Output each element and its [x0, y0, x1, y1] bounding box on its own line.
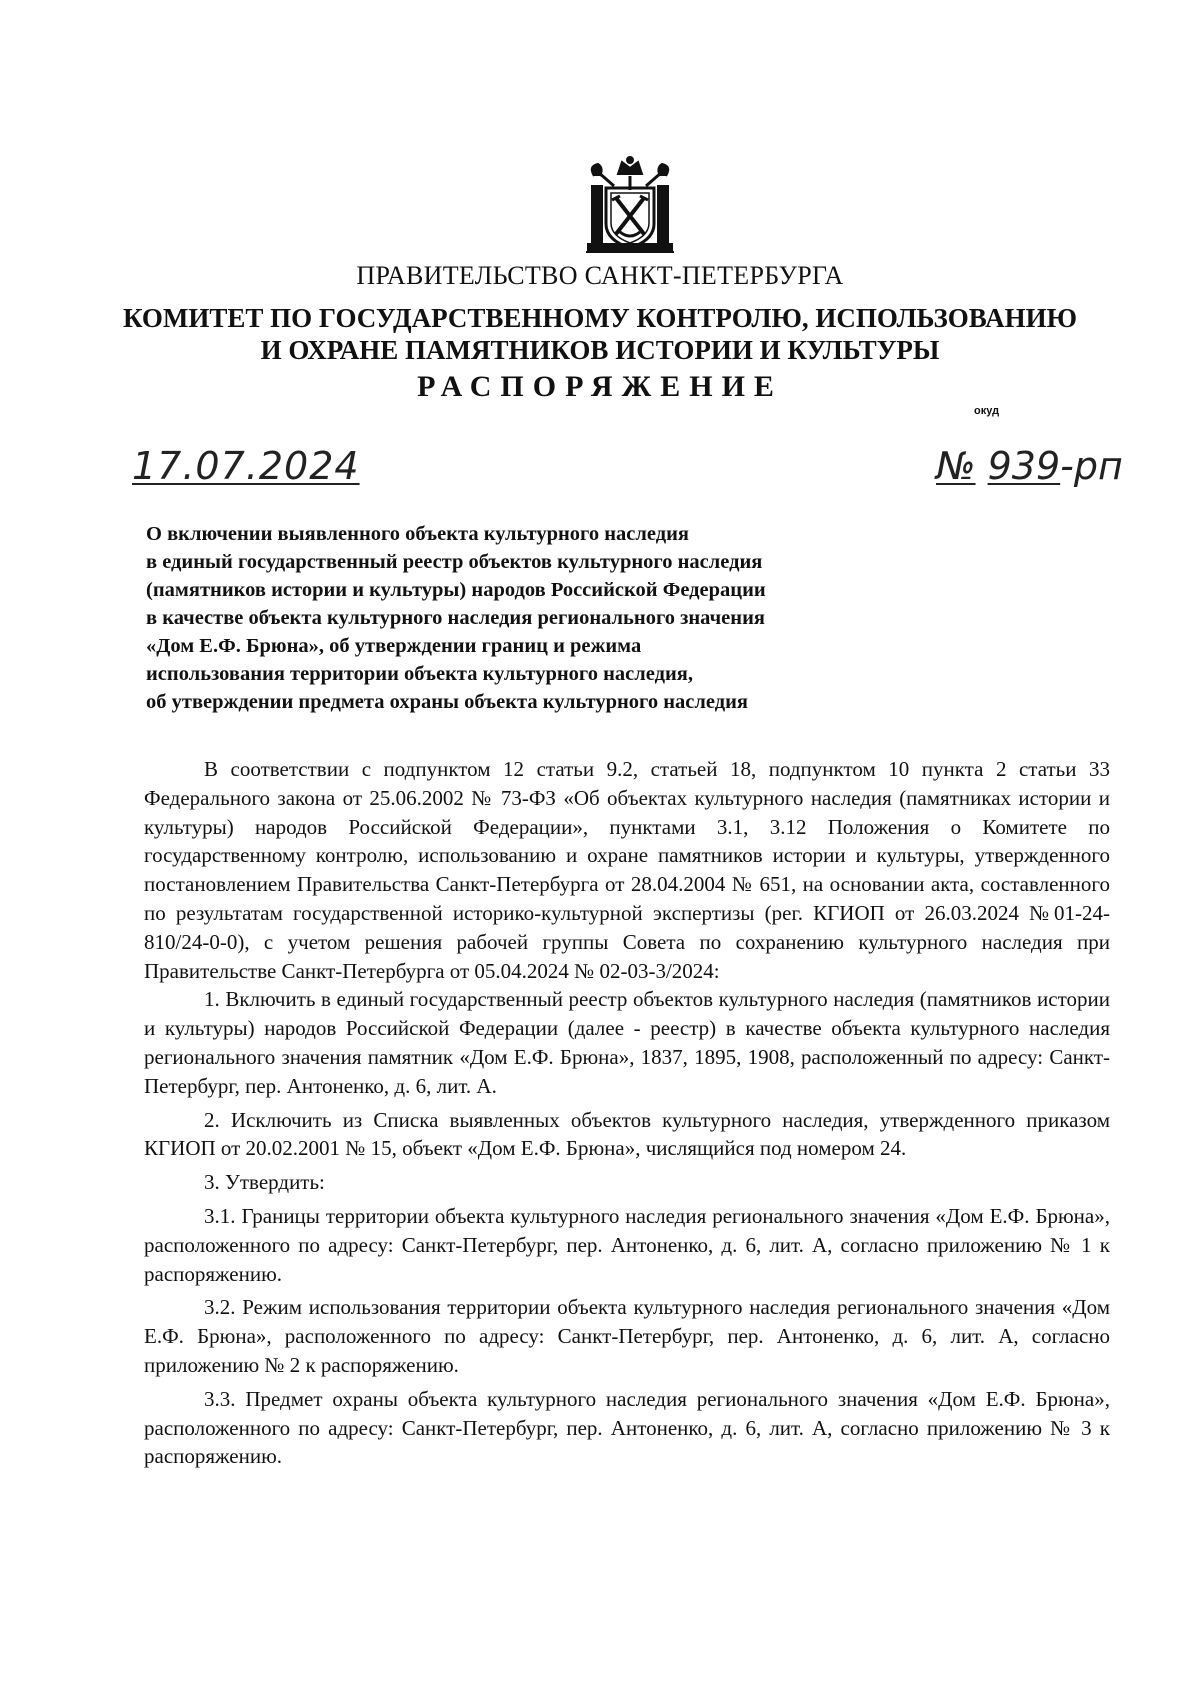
item-1-paragraph: 1. Включить в единый государственный реестр объектов культурного наследия (памятников истории и культуры) народов Российской Федерации (далее - реестр) в качестве объекта культурного наследия регионального значения памятник «Дом Е.Ф. Брюна», 1837, 1895, 1908, расположенный по адресу: Санкт-Петербург, пер. Антоненко, д. 6, лит. А. [144, 987, 1110, 1098]
handwritten-number [936, 444, 1123, 488]
subject-line: в единый государственный реестр объектов культурного наследия [146, 551, 763, 573]
okud-label: окуд [974, 405, 1000, 417]
item-3-3-paragraph: 3.3. Предмет охраны объекта культурного наследия регионального значения «Дом Е.Ф. Брюна», расположенного по адресу: Санкт-Петербург, пер. Антоненко, д. 6, лит. А, согласно приложению № 3 к распоряжению. [144, 1386, 1110, 1469]
item-3-paragraph: 3. Утвердить: [204, 1170, 325, 1195]
number-prefix: № [936, 444, 976, 488]
subject-line: использования территории объекта культурного наследия, [146, 663, 693, 685]
handwritten-date: 17.07.2024 [132, 444, 360, 488]
number-value: 939 [987, 444, 1061, 488]
number-suffix: -рп [1060, 444, 1123, 488]
government-name: ПРАВИТЕЛЬСТВО САНКТ-ПЕТЕРБУРГА [356, 261, 844, 290]
document-body [144, 755, 1110, 1476]
subject-line: «Дом Е.Ф. Брюна», об утверждении границ и режима [146, 635, 642, 657]
subject-line: об утверждении предмета охраны объекта культурного наследия [146, 691, 748, 713]
subject-line: (памятников истории и культуры) народов Российской Федерации [146, 579, 766, 601]
committee-line-2: И ОХРАНЕ ПАМЯТНИКОВ ИСТОРИИ И КУЛЬТУРЫ [260, 335, 940, 365]
coat-of-arms-icon [584, 156, 676, 256]
document-type: РАСПОРЯЖЕНИЕ [417, 370, 783, 403]
item-2-paragraph: 2. Исключить из Списка выявленных объектов культурного наследия, утвержденного приказом КГИОП от 20.02.2001 № 15, объект «Дом Е.Ф. Брюна», числящийся под номером 24. [144, 1107, 1110, 1161]
item-3-2-paragraph: 3.2. Режим использования территории объекта культурного наследия регионального значения «Дом Е.Ф. Брюна», расположенного по адресу: Санкт-Петербург, пер. Антоненко, д. 6, лит. А, согласно приложению № 2 к распоряжению. [144, 1295, 1110, 1377]
subject-line: в качестве объекта культурного наследия регионального значения [146, 607, 765, 629]
item-3-1-paragraph: 3.1. Границы территории объекта культурного наследия регионального значения «Дом Е.Ф. Брюна», расположенного по адресу: Санкт-Петербург, пер. Антоненко, д. 6, лит. А, согласно приложению № 1 к распоряжению. [144, 1203, 1110, 1286]
committee-line-1: КОМИТЕТ ПО ГОСУДАРСТВЕННОМУ КОНТРОЛЮ, ИСПОЛЬЗОВАНИЮ [123, 303, 1077, 333]
committee-name [0, 302, 1200, 366]
subject-line: О включении выявленного объекта культурного наследия [146, 523, 689, 545]
preamble-paragraph: В соответствии с подпунктом 12 статьи 9.2, статьей 18, подпунктом 10 пункта 2 статьи 33 Федерального закона от 25.06.2002 № 73-ФЗ «Об объектах культурного наследия (памятниках истории и культуры) народов Российской Федерации», пунктами 3.1, 3.12 Положения о Комитете по государственному контролю, использованию и охране памятников истории и культуры, утвержденного постановлением Правительства Санкт-Петербурга от 28.04.2004 № 651, на основании акта, составленного по результатам государственной историко-культурной экспертизы (рег. КГИОП от 26.03.2024 №01-24-810/24-0-0), с учетом решения рабочей группы Совета по сохранению культурного наследия при Правительстве Санкт-Петербурга от 05.04.2024 № 02-03-3/2024: [144, 757, 1110, 983]
document-subject [146, 520, 926, 716]
